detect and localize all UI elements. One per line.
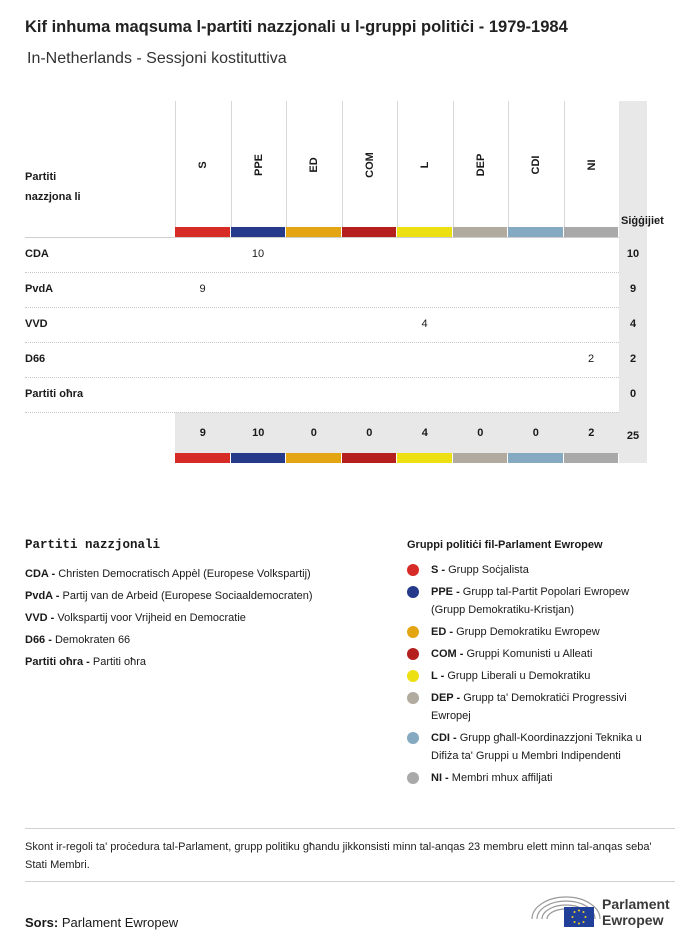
- legend-group-name: Grupp għall-Koordinazzjoni Teknika u Difiża ta' Gruppi u Membri Indipendenti: [431, 732, 642, 762]
- hemicycle-icon: [530, 889, 602, 929]
- legend-party-item: [25, 607, 313, 629]
- source-label: Sors:: [25, 915, 59, 930]
- grand-total-cell: 25: [626, 430, 640, 442]
- group-code-label: CDI: [530, 155, 543, 175]
- row-total-cell: 0: [629, 388, 637, 400]
- group-color-dot-icon: [407, 692, 419, 704]
- legend-party-item: [25, 563, 313, 585]
- legend-group-code: PPE -: [431, 586, 460, 598]
- legend-party-code: VVD -: [25, 612, 55, 624]
- group-code-label: ED: [308, 157, 321, 173]
- legend-group-name: Grupp ta' Demokratiċi Progressivi Ewropej: [431, 692, 627, 722]
- group-color-bar-bottom: [564, 453, 619, 463]
- legend-party-item: [25, 651, 313, 673]
- group-color-bar: [175, 227, 230, 237]
- group-column-header: [508, 101, 564, 237]
- group-code-label: L: [419, 161, 432, 169]
- group-color-dot-icon: [407, 648, 419, 660]
- group-color-bar-bottom: [508, 453, 563, 463]
- seat-cell: 10: [251, 248, 265, 260]
- group-code-label: COM: [363, 152, 376, 178]
- column-total-cell: 4: [421, 427, 428, 439]
- legend-party-item: [25, 585, 313, 607]
- column-total-cell: 10: [252, 427, 265, 439]
- legend-group-text: [431, 769, 661, 787]
- group-code-label: S: [197, 161, 210, 169]
- group-color-bar: [453, 227, 508, 237]
- party-row-label: VVD: [25, 318, 48, 330]
- group-code-label: NI: [585, 159, 598, 171]
- group-color-bar: [231, 227, 286, 237]
- legend-party-code: PvdA -: [25, 590, 60, 602]
- group-color-dot-icon: [407, 772, 419, 784]
- legend-group-text: [431, 645, 661, 663]
- row-divider: [25, 272, 619, 273]
- legend-group-text: [431, 583, 661, 619]
- group-color-bar: [397, 227, 452, 237]
- column-total-cell: 0: [477, 427, 484, 439]
- group-color-dot-icon: [407, 670, 419, 682]
- group-column-header: [231, 101, 287, 237]
- legend-party-name: Demokraten 66: [54, 634, 131, 646]
- legend-group-code: CDI -: [431, 732, 457, 744]
- header-divider: [25, 237, 619, 238]
- logo-line1: Parlament: [602, 896, 670, 912]
- legend-group-code: L -: [431, 670, 445, 682]
- legend-parties-title: Partiti nazzjonali: [25, 538, 161, 552]
- party-row-label: CDA: [25, 248, 49, 260]
- group-color-bar: [286, 227, 341, 237]
- logo-text: [602, 896, 670, 928]
- row-header-text: Partiti nazzjona li: [25, 171, 81, 203]
- group-color-bar-bottom: [342, 453, 397, 463]
- legend-group-name: Membri mhux affiljati: [451, 772, 553, 784]
- group-column-header: [564, 101, 620, 237]
- row-divider: [25, 412, 619, 413]
- legend-party-name: Partiti oħra: [92, 656, 147, 668]
- legend-party-name: Volkspartij voor Vrijheid en Democratie: [57, 612, 246, 624]
- seat-cell: 2: [587, 353, 595, 365]
- group-color-bar-bottom: [231, 453, 286, 463]
- legend-party-code: Partiti oħra -: [25, 656, 90, 668]
- group-column-header: [453, 101, 509, 237]
- column-total-cell: 0: [310, 427, 317, 439]
- divider-bottom: [25, 881, 675, 882]
- legend-group-text: [431, 729, 661, 765]
- source-value: Parlament Ewropew: [61, 915, 179, 930]
- group-color-dot-icon: [407, 564, 419, 576]
- page-subtitle: In-Netherlands - Sessjoni kostituttiva: [27, 50, 287, 67]
- column-total-cell: 0: [532, 427, 539, 439]
- legend-group-code: S -: [431, 564, 446, 576]
- legend-group-name: Gruppi Komunisti u Alleati: [466, 648, 593, 660]
- legend-party-code: CDA -: [25, 568, 56, 580]
- group-column-header: [175, 101, 231, 237]
- legend-group-text: [431, 623, 661, 641]
- group-color-bar: [564, 227, 619, 237]
- row-header-label: [25, 167, 85, 207]
- row-total-cell: 9: [629, 283, 637, 295]
- column-total-cell: 9: [199, 427, 206, 439]
- row-total-cell: 2: [629, 353, 637, 365]
- seats-table: [25, 101, 664, 463]
- legend-party-name: Partij van de Arbeid (Europese Sociaaldemocraten): [62, 590, 313, 602]
- legend-group-code: ED -: [431, 626, 453, 638]
- legend-party-name: Christen Democratisch Appèl (Europese Volkspartij): [58, 568, 311, 580]
- legend-group-code: NI -: [431, 772, 449, 784]
- legend-group-name: Grupp Demokratiku Ewropew: [456, 626, 600, 638]
- row-divider: [25, 377, 619, 378]
- totals-column-bg: [619, 101, 647, 463]
- legend-parties-list: [25, 563, 313, 673]
- seat-cell: 4: [421, 318, 428, 330]
- group-color-bar-bottom: [453, 453, 508, 463]
- row-total-cell: 4: [629, 318, 637, 330]
- legend-group-text: [431, 689, 661, 725]
- column-total-cell: 0: [366, 427, 373, 439]
- legend-group-name: Grupp Liberali u Demokratiku: [447, 670, 591, 682]
- row-total-cell: 10: [626, 248, 640, 260]
- legend-group-code: COM -: [431, 648, 464, 660]
- total-header-label: Siġġijiet: [621, 215, 664, 227]
- group-color-dot-icon: [407, 586, 419, 598]
- party-row-label: D66: [25, 353, 46, 365]
- legend-party-item: [25, 629, 313, 651]
- source-line: [25, 915, 178, 930]
- group-color-dot-icon: [407, 626, 419, 638]
- column-total-cell: 2: [588, 427, 595, 439]
- legend-group-text: [431, 561, 661, 579]
- legend-group-name: Grupp Soċjalista: [448, 564, 529, 576]
- group-column-header: [397, 101, 453, 237]
- logo-line2: Ewropew: [602, 912, 664, 928]
- group-color-bar: [508, 227, 563, 237]
- legend-party-code: D66 -: [25, 634, 52, 646]
- legend-group-name: Grupp tal-Partit Popolari Ewropew (Grupp Demokratiku-Kristjan): [431, 586, 630, 616]
- group-column-header: [286, 101, 342, 237]
- group-code-label: DEP: [474, 153, 487, 177]
- group-column-header: [342, 101, 398, 237]
- group-code-label: PPE: [252, 153, 265, 177]
- group-color-bar-bottom: [286, 453, 341, 463]
- page-title: Kif inhuma maqsuma l-partiti nazzjonali u l-gruppi politiċi - 1979-1984: [25, 18, 568, 36]
- divider-top: [25, 828, 675, 829]
- row-divider: [25, 307, 619, 308]
- group-color-bar: [342, 227, 397, 237]
- party-row-label: PvdA: [25, 283, 54, 295]
- legend-group-code: DEP -: [431, 692, 461, 704]
- group-color-bar-bottom: [397, 453, 452, 463]
- group-color-bar-bottom: [175, 453, 230, 463]
- legend-groups-title: Gruppi politiċi fil-Parlament Ewropew: [407, 539, 603, 551]
- footnote: Skont ir-regoli ta' proċedura tal-Parlament, grupp politiku għandu jikkonsisti minn tal-anqas 23 membru elett minn tal-anqas seba' Stati Membri.: [25, 841, 652, 871]
- legend-group-text: [431, 667, 661, 685]
- seat-cell: 9: [199, 283, 206, 295]
- row-divider: [25, 342, 619, 343]
- party-row-label: Partiti oħra: [25, 388, 84, 400]
- group-color-dot-icon: [407, 732, 419, 744]
